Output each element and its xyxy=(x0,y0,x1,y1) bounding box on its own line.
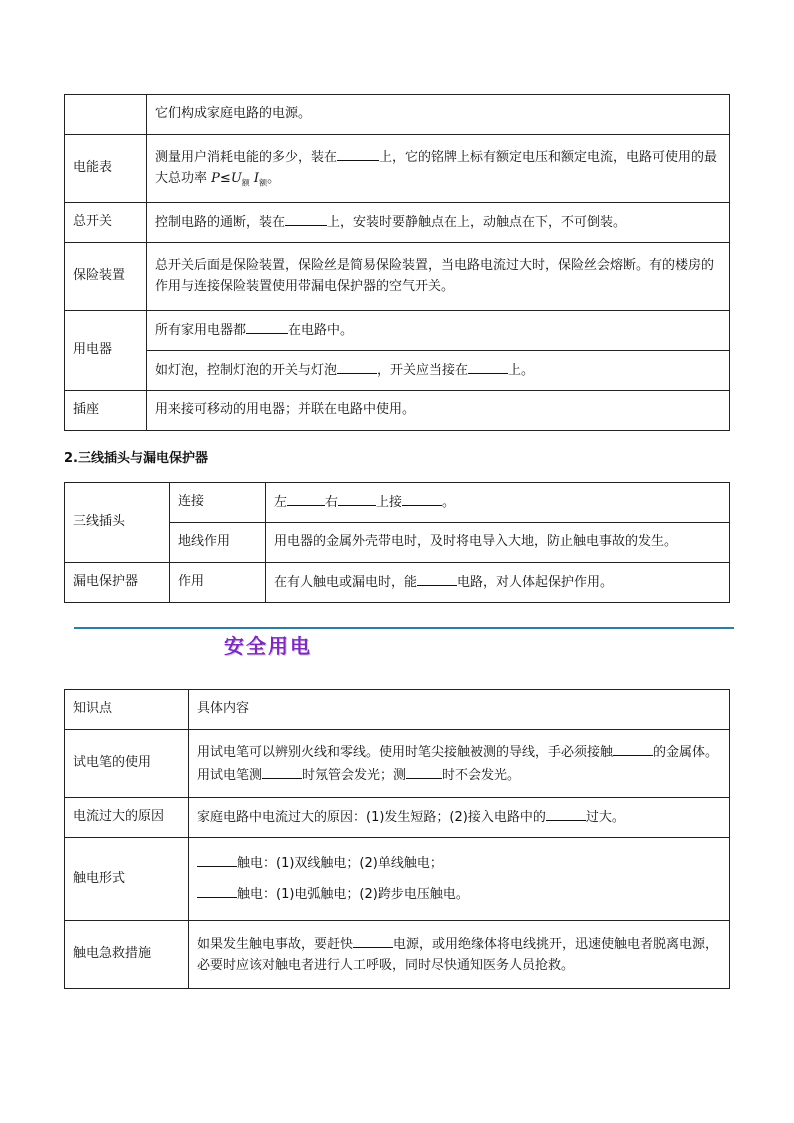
row-label: 保险装置 xyxy=(65,243,147,311)
fill-blank xyxy=(337,146,379,161)
sub-label: 连接 xyxy=(170,483,266,523)
fill-blank xyxy=(338,491,376,506)
table-row xyxy=(65,391,730,431)
row-content: 用试电笔可以辨别火线和零线。使用时笔尖接触被测的导线，手必须接触 的金属体。用试电笔测 时氖管会发光；测 时不会发光。 xyxy=(189,730,730,798)
row-label xyxy=(65,95,147,135)
row-content: 家庭电路中电流过大的原因：(1)发生短路；(2)接入电路中的 过大。 xyxy=(189,798,730,838)
fill-blank xyxy=(197,852,237,867)
header-cell: 具体内容 xyxy=(189,690,730,730)
fill-blank xyxy=(546,806,586,821)
formula-le: ≤ xyxy=(219,171,231,187)
table-row xyxy=(65,798,730,838)
header-cell: 知识点 xyxy=(65,690,189,730)
row-content: 左 右 上接 。 xyxy=(266,483,730,523)
table-row xyxy=(65,243,730,311)
table-row xyxy=(65,921,730,989)
fill-blank xyxy=(613,741,653,756)
group-label: 漏电保护器 xyxy=(65,563,170,603)
table-row xyxy=(65,311,730,351)
group-label: 三线插头 xyxy=(65,483,170,563)
household-circuit-table xyxy=(64,94,730,431)
fill-blank xyxy=(353,933,393,948)
row-label: 总开关 xyxy=(65,203,147,243)
formula-u: U xyxy=(230,171,242,187)
table-header-row xyxy=(65,690,730,730)
fill-blank xyxy=(337,359,377,374)
table-row xyxy=(65,351,730,391)
fill-blank xyxy=(246,319,288,334)
table-row xyxy=(65,95,730,135)
row-content: 测量用户消耗电能的多少，装在 上，它的铭牌上标有额定电压和额定电流，电路可使用的最大总功率 $P\le U_额$ $I_额$。 xyxy=(147,135,730,203)
table-row xyxy=(65,203,730,243)
row-content: 它们构成家庭电路的电源。 xyxy=(147,95,730,135)
section-heading: 2.三线插头与漏电保护器 xyxy=(64,451,208,466)
content-line: 触电：(1)双线触电；(2)单线触电； xyxy=(197,848,721,879)
table-row xyxy=(65,838,730,921)
section-title: 安全用电 xyxy=(224,634,312,658)
fill-blank xyxy=(287,491,325,506)
row-label: 试电笔的使用 xyxy=(65,730,189,798)
electrical-safety-table xyxy=(64,689,730,989)
row-label: 电能表 xyxy=(65,135,147,203)
row-content: 用来接可移动的用电器；并联在电路中使用。 xyxy=(147,391,730,431)
row-content xyxy=(189,838,730,921)
content-line: 触电：(1)电弧触电；(2)跨步电压触电。 xyxy=(197,879,721,910)
row-content: 总开关后面是保险装置，保险丝是简易保险装置，当电路电流过大时，保险丝会熔断。有的楼房的作用与连接保险装置使用带漏电保护器的空气开关。 xyxy=(147,243,730,311)
row-content: 如果发生触电事故，要赶快 电源，或用绝缘体将电线挑开，迅速使触电者脱离电源，必要时应该对触电者进行人工呼吸，同时尽快通知医务人员抢救。 xyxy=(189,921,730,989)
row-content: 控制电路的通断，装在 上，安装时要静触点在上，动触点在下，不可倒装。 xyxy=(147,203,730,243)
row-label: 触电急救措施 xyxy=(65,921,189,989)
formula-p: P xyxy=(211,171,220,187)
row-label: 电流过大的原因 xyxy=(65,798,189,838)
fill-blank xyxy=(402,491,442,506)
sub-label: 地线作用 xyxy=(170,523,266,563)
fill-blank xyxy=(197,883,237,898)
row-content: 在有人触电或漏电时，能 电路，对人体起保护作用。 xyxy=(266,563,730,603)
fill-blank xyxy=(262,764,302,779)
table-row xyxy=(65,483,730,523)
sub-label: 作用 xyxy=(170,563,266,603)
fill-blank xyxy=(468,359,508,374)
table-row xyxy=(65,135,730,203)
fill-blank xyxy=(285,211,327,226)
row-label: 用电器 xyxy=(65,311,147,391)
row-label: 触电形式 xyxy=(65,838,189,921)
fill-blank xyxy=(417,571,457,586)
row-content: 如灯泡，控制灯泡的开关与灯泡 ，开关应当接在 上。 xyxy=(147,351,730,391)
table-row xyxy=(65,563,730,603)
plug-protector-table xyxy=(64,482,730,603)
table-row xyxy=(65,730,730,798)
section-divider xyxy=(74,627,734,629)
row-content: 所有家用电器都 在电路中。 xyxy=(147,311,730,351)
formula-i: I xyxy=(253,171,260,187)
fill-blank xyxy=(406,764,442,779)
row-content: 用电器的金属外壳带电时，及时将电导入大地，防止触电事故的发生。 xyxy=(266,523,730,563)
row-label: 插座 xyxy=(65,391,147,431)
